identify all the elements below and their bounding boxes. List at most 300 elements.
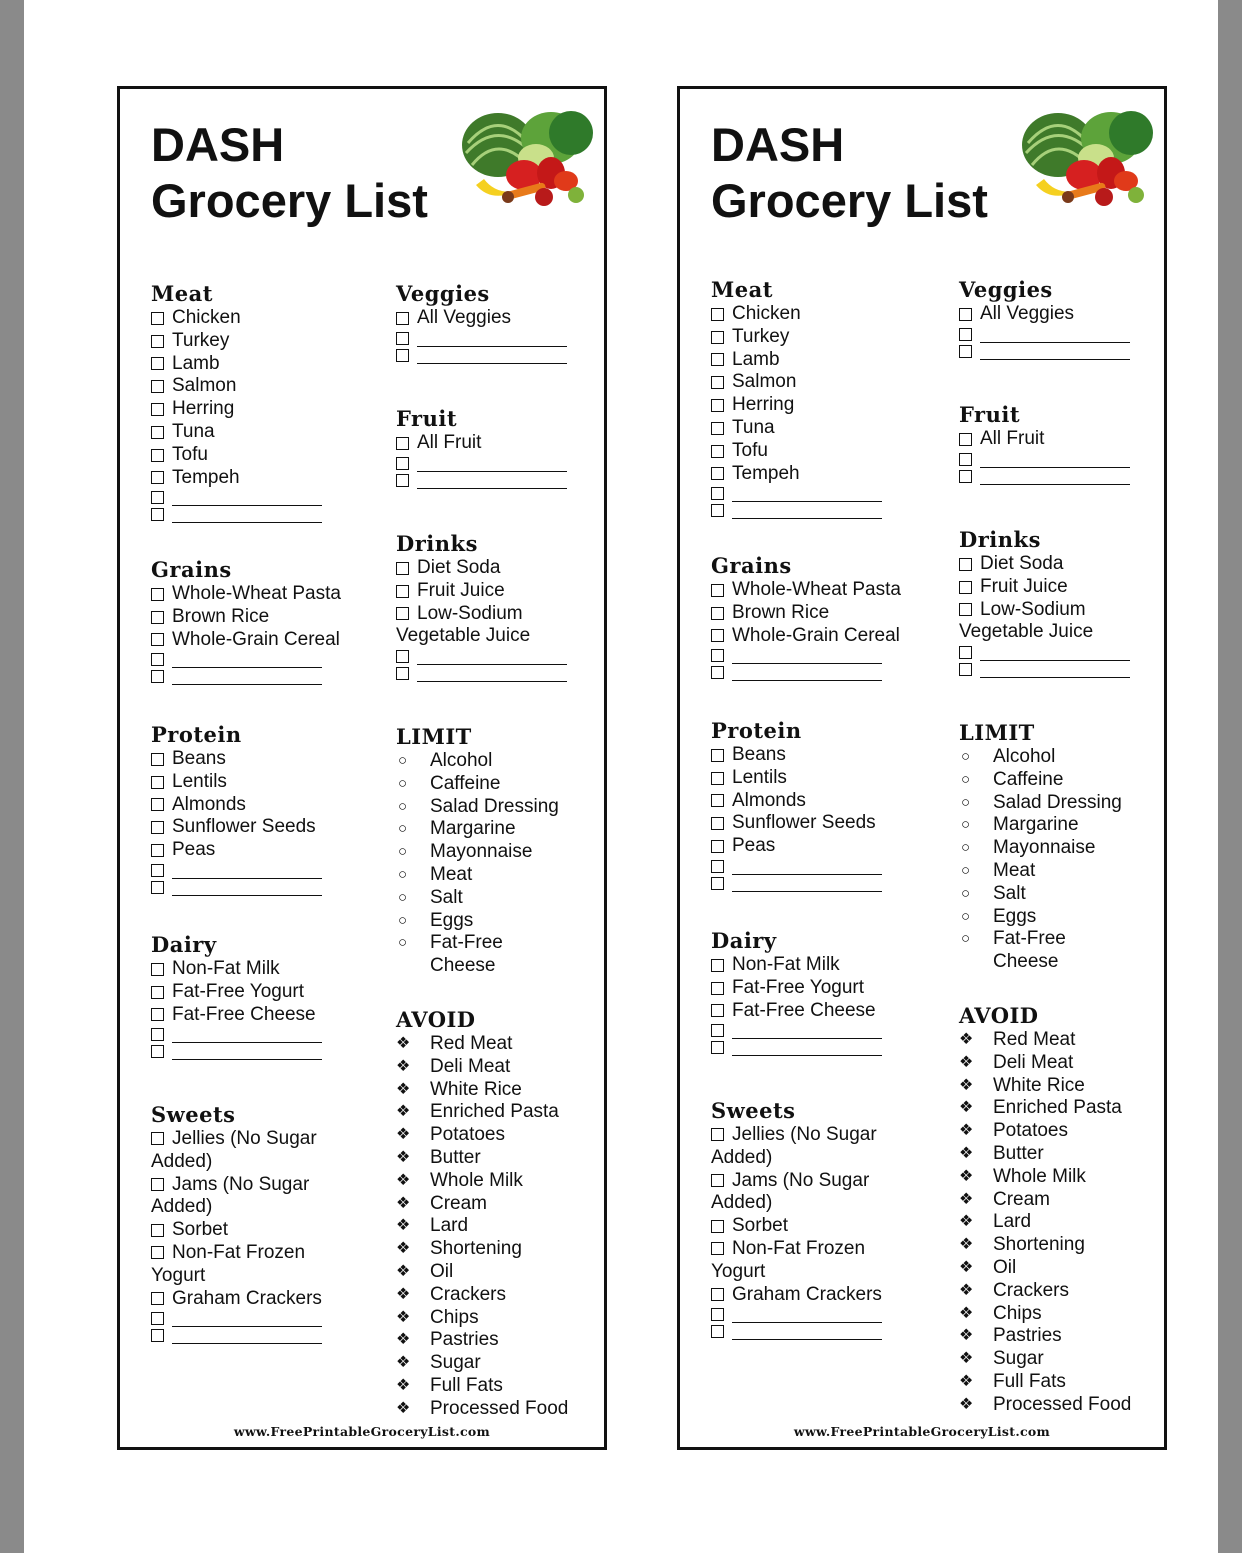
checklist-item[interactable] [151,353,366,376]
checkbox-icon[interactable] [959,558,972,571]
diamond-bullet-icon: ❖ [396,1376,411,1394]
checkbox-icon[interactable] [959,646,972,659]
section-heading: Fruit [959,402,1021,427]
blank-line[interactable] [980,343,1130,360]
circle-bullet-icon: ○ [398,774,408,792]
section-heading: Meat [711,277,773,302]
blank-line[interactable] [732,1323,882,1340]
checkbox-icon[interactable] [151,776,164,789]
limit-item [396,932,606,978]
checklist-item[interactable] [711,463,926,486]
checklist-item[interactable] [151,467,366,490]
item-label: Salmon [732,371,797,393]
blank-line[interactable] [732,875,882,892]
blank-entry[interactable] [711,485,926,502]
checkbox-icon[interactable] [396,312,409,325]
checkbox-icon[interactable] [151,844,164,857]
checkbox-icon[interactable] [151,753,164,766]
item-label: All Veggies [980,303,1075,324]
checklist-item[interactable] [711,1215,926,1238]
checkbox-icon[interactable] [711,1325,724,1338]
checklist-item[interactable] [711,790,926,813]
checklist-item[interactable] [396,603,561,649]
checkbox-icon[interactable] [151,1132,164,1145]
checkbox-icon[interactable] [711,1128,724,1141]
diamond-bullet-icon: ❖ [396,1080,411,1098]
item-label: Full Fats [430,1374,503,1396]
circle-bullet-icon: ○ [398,843,408,861]
drinks-section [959,527,1169,720]
checklist-item[interactable] [711,625,926,648]
checkbox-icon[interactable] [711,1220,724,1233]
checkbox-icon[interactable] [711,353,724,366]
checklist-item[interactable] [151,771,366,794]
checkbox-icon[interactable] [396,349,409,362]
checklist-item[interactable] [959,428,1169,451]
blank-entry[interactable] [151,668,366,685]
checkbox-icon[interactable] [711,584,724,597]
blank-line[interactable] [172,1327,322,1344]
item-label: Cream [430,1192,488,1214]
checklist-item[interactable] [711,1000,926,1023]
checkbox-icon[interactable] [711,376,724,389]
blank-line[interactable] [980,661,1130,678]
checklist-item[interactable] [151,1128,336,1174]
blank-entry[interactable] [959,468,1169,485]
diamond-bullet-icon: ❖ [959,1327,974,1345]
diamond-bullet-icon: ❖ [396,1217,411,1235]
checkbox-icon[interactable] [711,331,724,344]
checkbox-icon[interactable] [711,749,724,762]
blank-line[interactable] [417,472,567,489]
circle-bullet-icon: ○ [961,861,971,879]
item-label: Red Meat [993,1029,1076,1050]
blank-line[interactable] [980,644,1130,661]
checkbox-icon[interactable] [711,1242,724,1255]
checkbox-icon[interactable] [151,864,164,877]
checklist-item[interactable] [151,981,366,1004]
blank-entry[interactable] [959,661,1169,678]
checkbox-icon[interactable] [396,650,409,663]
diamond-bullet-icon: ❖ [396,1057,411,1075]
item-label: Tempeh [732,462,800,484]
checkbox-icon[interactable] [151,611,164,624]
checklist-item[interactable] [711,602,926,625]
item-label: Crackers [430,1283,507,1305]
item-label: Whole-Wheat Pasta [732,579,901,600]
blank-line[interactable] [417,330,567,347]
checkbox-icon[interactable] [711,467,724,480]
checkbox-icon[interactable] [711,1174,724,1187]
website-footer: www.FreePrintableGroceryList.com [233,1424,491,1439]
diamond-bullet-icon: ❖ [959,1236,974,1254]
checkbox-icon[interactable] [711,445,724,458]
checkbox-icon[interactable] [711,629,724,642]
section-heading: Veggies [959,277,1053,302]
checklist-item[interactable] [959,303,1169,326]
item-label: Fruit Juice [980,575,1068,597]
checkbox-icon[interactable] [151,1246,164,1259]
checkbox-icon[interactable] [959,328,972,341]
checklist-item[interactable] [711,579,926,602]
blank-line[interactable] [732,664,882,681]
section-heading: Drinks [959,527,1041,552]
blank-entry[interactable] [711,1039,926,1056]
checkbox-icon[interactable] [711,649,724,662]
diamond-bullet-icon: ❖ [959,1053,974,1071]
checkbox-icon[interactable] [396,332,409,345]
checklist-item[interactable] [711,835,926,858]
checkbox-icon[interactable] [151,798,164,811]
item-label: Tuna [172,420,215,442]
checklist-item[interactable] [711,812,926,835]
checkbox-icon[interactable] [711,666,724,679]
blank-line[interactable] [172,651,322,668]
checkbox-icon[interactable] [396,607,409,620]
item-label: Oil [430,1260,454,1282]
checklist-item[interactable] [396,307,606,330]
checklist-item[interactable] [151,816,366,839]
checklist-item[interactable] [151,794,366,817]
blank-entry[interactable] [396,648,606,665]
checkbox-icon[interactable] [711,1004,724,1017]
item-label: Pastries [430,1329,499,1351]
checkbox-icon[interactable] [711,959,724,972]
blank-line[interactable] [172,506,322,523]
blank-line[interactable] [732,502,882,519]
checklist-item[interactable] [151,958,366,981]
checkbox-icon[interactable] [151,1178,164,1191]
item-label: Beans [732,744,786,765]
blank-entry[interactable] [151,1310,366,1327]
checklist-item[interactable] [711,767,926,790]
section-heading: LIMIT [959,720,1035,745]
blank-line[interactable] [732,1039,882,1056]
checklist-item[interactable] [711,417,926,440]
blank-entry[interactable] [959,326,1169,343]
blank-entry[interactable] [711,502,926,519]
checklist-item[interactable] [711,1284,926,1307]
checkbox-icon[interactable] [959,581,972,594]
item-label: Tuna [732,416,775,438]
checkbox-icon[interactable] [151,1292,164,1305]
checkbox-icon[interactable] [959,345,972,358]
avoid-item [959,1234,1169,1257]
checkbox-icon[interactable] [151,471,164,484]
limit-item [959,928,1169,974]
item-label: Lard [993,1211,1032,1233]
blank-line[interactable] [172,489,322,506]
grocery-list-card-left [117,86,607,1450]
blank-line[interactable] [417,455,567,472]
checkbox-icon[interactable] [959,453,972,466]
checkbox-icon[interactable] [396,457,409,470]
avoid-item [959,1052,1169,1075]
checkbox-icon[interactable] [151,449,164,462]
checklist-item[interactable] [151,839,366,862]
avoid-item [396,1193,606,1216]
checkbox-icon[interactable] [151,403,164,416]
diamond-bullet-icon: ❖ [396,1035,411,1052]
veggies-section [959,277,1169,402]
checkbox-icon[interactable] [711,399,724,412]
checklist-item[interactable] [711,326,926,349]
diamond-bullet-icon: ❖ [396,1262,411,1280]
blank-line[interactable] [172,1043,322,1060]
item-label: Deli Meat [430,1055,511,1077]
checkbox-icon[interactable] [151,335,164,348]
item-label: Salt [430,886,463,908]
item-label: Red Meat [430,1033,513,1054]
checkbox-icon[interactable] [711,1288,724,1301]
checklist-item[interactable] [396,580,606,603]
blank-line[interactable] [732,647,882,664]
checkbox-icon[interactable] [151,357,164,370]
checkbox-icon[interactable] [151,1045,164,1058]
checklist-item[interactable] [151,583,366,606]
diamond-bullet-icon: ❖ [396,1171,411,1189]
checkbox-icon[interactable] [151,588,164,601]
avoid-item [959,1257,1169,1280]
blank-line[interactable] [732,485,882,502]
avoid-item [959,1211,1169,1234]
checklist-item[interactable] [711,349,926,372]
blank-entry[interactable] [151,651,366,668]
blank-entry[interactable] [396,455,606,472]
checkbox-icon[interactable] [151,312,164,325]
blank-line[interactable] [417,347,567,364]
item-label: Jellies (No Sugar Added) [711,1124,877,1168]
checklist-item[interactable] [151,629,366,652]
checkbox-icon[interactable] [711,504,724,517]
checklist-item[interactable] [959,599,1124,645]
checkbox-icon[interactable] [396,437,409,450]
checklist-item[interactable] [151,1288,366,1311]
checkbox-icon[interactable] [959,308,972,321]
blank-entry[interactable] [151,879,366,896]
item-label: Lamb [172,352,220,374]
diamond-bullet-icon: ❖ [396,1308,411,1326]
item-label: Meat [430,863,473,885]
item-label: Sugar [430,1352,481,1374]
diamond-bullet-icon: ❖ [959,1350,974,1368]
item-label: Herring [172,398,235,420]
checkbox-icon[interactable] [151,633,164,646]
checkbox-icon[interactable] [711,840,724,853]
checklist-item[interactable] [151,398,366,421]
blank-line[interactable] [980,468,1130,485]
checkbox-icon[interactable] [711,772,724,785]
checklist-item[interactable] [711,371,926,394]
checklist-item[interactable] [151,1242,326,1288]
blank-entry[interactable] [151,1026,366,1043]
checklist-item[interactable] [396,432,606,455]
item-label: Fat-Free Yogurt [732,976,865,998]
checklist-item[interactable] [711,954,926,977]
checkbox-icon[interactable] [151,491,164,504]
blank-entry[interactable] [396,472,606,489]
checklist-item[interactable] [151,748,366,771]
circle-bullet-icon: ○ [398,820,408,838]
checkbox-icon[interactable] [151,380,164,393]
checkbox-icon[interactable] [151,881,164,894]
blank-entry[interactable] [396,347,606,364]
checklist-item[interactable] [151,421,366,444]
item-label: Sunflower Seeds [172,816,316,838]
checkbox-icon[interactable] [396,474,409,487]
checklist-item[interactable] [959,576,1169,599]
checkbox-icon[interactable] [151,1028,164,1041]
checkbox-icon[interactable] [711,817,724,830]
checkbox-icon[interactable] [711,1308,724,1321]
checklist-item[interactable] [151,330,366,353]
checklist-item[interactable] [711,440,926,463]
avoid-item [959,1394,1169,1417]
blank-line[interactable] [172,862,322,879]
checklist-item[interactable] [151,606,366,629]
checklist-item[interactable] [711,744,926,767]
checklist-item[interactable] [151,1174,336,1220]
checkbox-icon[interactable] [711,860,724,873]
item-label: White Rice [993,1074,1085,1096]
checkbox-icon[interactable] [711,877,724,890]
checklist-item[interactable] [151,307,366,330]
blank-line[interactable] [417,665,567,682]
item-label: All Veggies [417,307,512,328]
checkbox-icon[interactable] [711,982,724,995]
item-label: Fruit Juice [417,579,505,601]
title-line-1: DASH [711,118,845,171]
blank-line[interactable] [172,1026,322,1043]
checkbox-icon[interactable] [959,433,972,446]
blank-line[interactable] [172,1310,322,1327]
checklist-item[interactable] [396,557,606,580]
section-heading: Sweets [151,1102,236,1127]
checkbox-icon[interactable] [151,963,164,976]
item-label: Fat-Free Cheese [172,1003,316,1025]
blank-entry[interactable] [396,330,606,347]
blank-entry[interactable] [711,664,926,681]
checkbox-icon[interactable] [151,1008,164,1021]
limit-item [396,864,606,887]
blank-line[interactable] [732,1022,882,1039]
circle-bullet-icon: ○ [961,839,971,857]
diamond-bullet-icon: ❖ [959,1304,974,1322]
blank-entry[interactable] [151,1327,366,1344]
checklist-item[interactable] [711,303,926,326]
item-label: Turkey [732,325,790,347]
checklist-item[interactable] [151,1004,366,1027]
checkbox-icon[interactable] [711,794,724,807]
blank-line[interactable] [172,879,322,896]
avoid-item [959,1303,1169,1326]
checkbox-icon[interactable] [711,487,724,500]
blank-entry[interactable] [711,858,926,875]
blank-line[interactable] [732,1306,882,1323]
blank-entry[interactable] [151,489,366,506]
avoid-item [959,1120,1169,1143]
avoid-item [396,1079,606,1102]
blank-line[interactable] [732,858,882,875]
checkbox-icon[interactable] [396,585,409,598]
item-label: Tempeh [172,466,240,488]
circle-bullet-icon: ○ [398,888,408,906]
avoid-item [959,1143,1169,1166]
checkbox-icon[interactable] [959,470,972,483]
checkbox-icon[interactable] [151,508,164,521]
checkbox-icon[interactable] [151,986,164,999]
blank-entry[interactable] [151,1043,366,1060]
blank-entry[interactable] [151,862,366,879]
checkbox-icon[interactable] [711,1024,724,1037]
checkbox-icon[interactable] [959,663,972,676]
checkbox-icon[interactable] [151,1329,164,1342]
avoid-item [396,1307,606,1330]
checkbox-icon[interactable] [711,308,724,321]
checkbox-icon[interactable] [151,1224,164,1237]
checklist-item[interactable] [711,977,926,1000]
checkbox-icon[interactable] [151,426,164,439]
checklist-item[interactable] [711,394,926,417]
checklist-item[interactable] [151,444,366,467]
blank-entry[interactable] [959,644,1169,661]
blank-line[interactable] [980,326,1130,343]
avoid-item [959,1348,1169,1371]
checkbox-icon[interactable] [711,422,724,435]
diamond-bullet-icon: ❖ [396,1399,411,1417]
checkbox-icon[interactable] [711,1041,724,1054]
checkbox-icon[interactable] [151,653,164,666]
item-label: Non-Fat Milk [172,958,280,979]
blank-entry[interactable] [151,506,366,523]
blank-entry[interactable] [711,875,926,892]
item-label: Salmon [172,375,237,397]
blank-line[interactable] [172,668,322,685]
blank-entry[interactable] [959,343,1169,360]
checkbox-icon[interactable] [151,821,164,834]
checklist-item[interactable] [151,375,366,398]
checklist-item[interactable] [959,553,1169,576]
checklist-item[interactable] [711,1238,886,1284]
limit-item [396,841,606,864]
item-label: Almonds [172,793,246,815]
checkbox-icon[interactable] [711,607,724,620]
blank-line[interactable] [980,451,1130,468]
checkbox-icon[interactable] [959,603,972,616]
blank-line[interactable] [417,648,567,665]
checklist-item[interactable] [151,1219,366,1242]
checklist-item[interactable] [711,1124,896,1170]
circle-bullet-icon: ○ [398,911,408,929]
item-label: Lentils [172,770,227,792]
checkbox-icon[interactable] [396,667,409,680]
blank-entry[interactable] [396,665,606,682]
blank-entry[interactable] [711,1323,926,1340]
blank-entry[interactable] [711,1306,926,1323]
checkbox-icon[interactable] [396,562,409,575]
limit-item [396,796,606,819]
checkbox-icon[interactable] [151,1312,164,1325]
blank-entry[interactable] [711,1022,926,1039]
blank-entry[interactable] [959,451,1169,468]
item-label: Potatoes [993,1120,1068,1142]
grocery-list-card-right [677,86,1167,1450]
item-label: Eggs [430,909,474,931]
blank-entry[interactable] [711,647,926,664]
checkbox-icon[interactable] [151,670,164,683]
checklist-item[interactable] [711,1170,896,1216]
item-label: Mayonnaise [430,841,533,863]
